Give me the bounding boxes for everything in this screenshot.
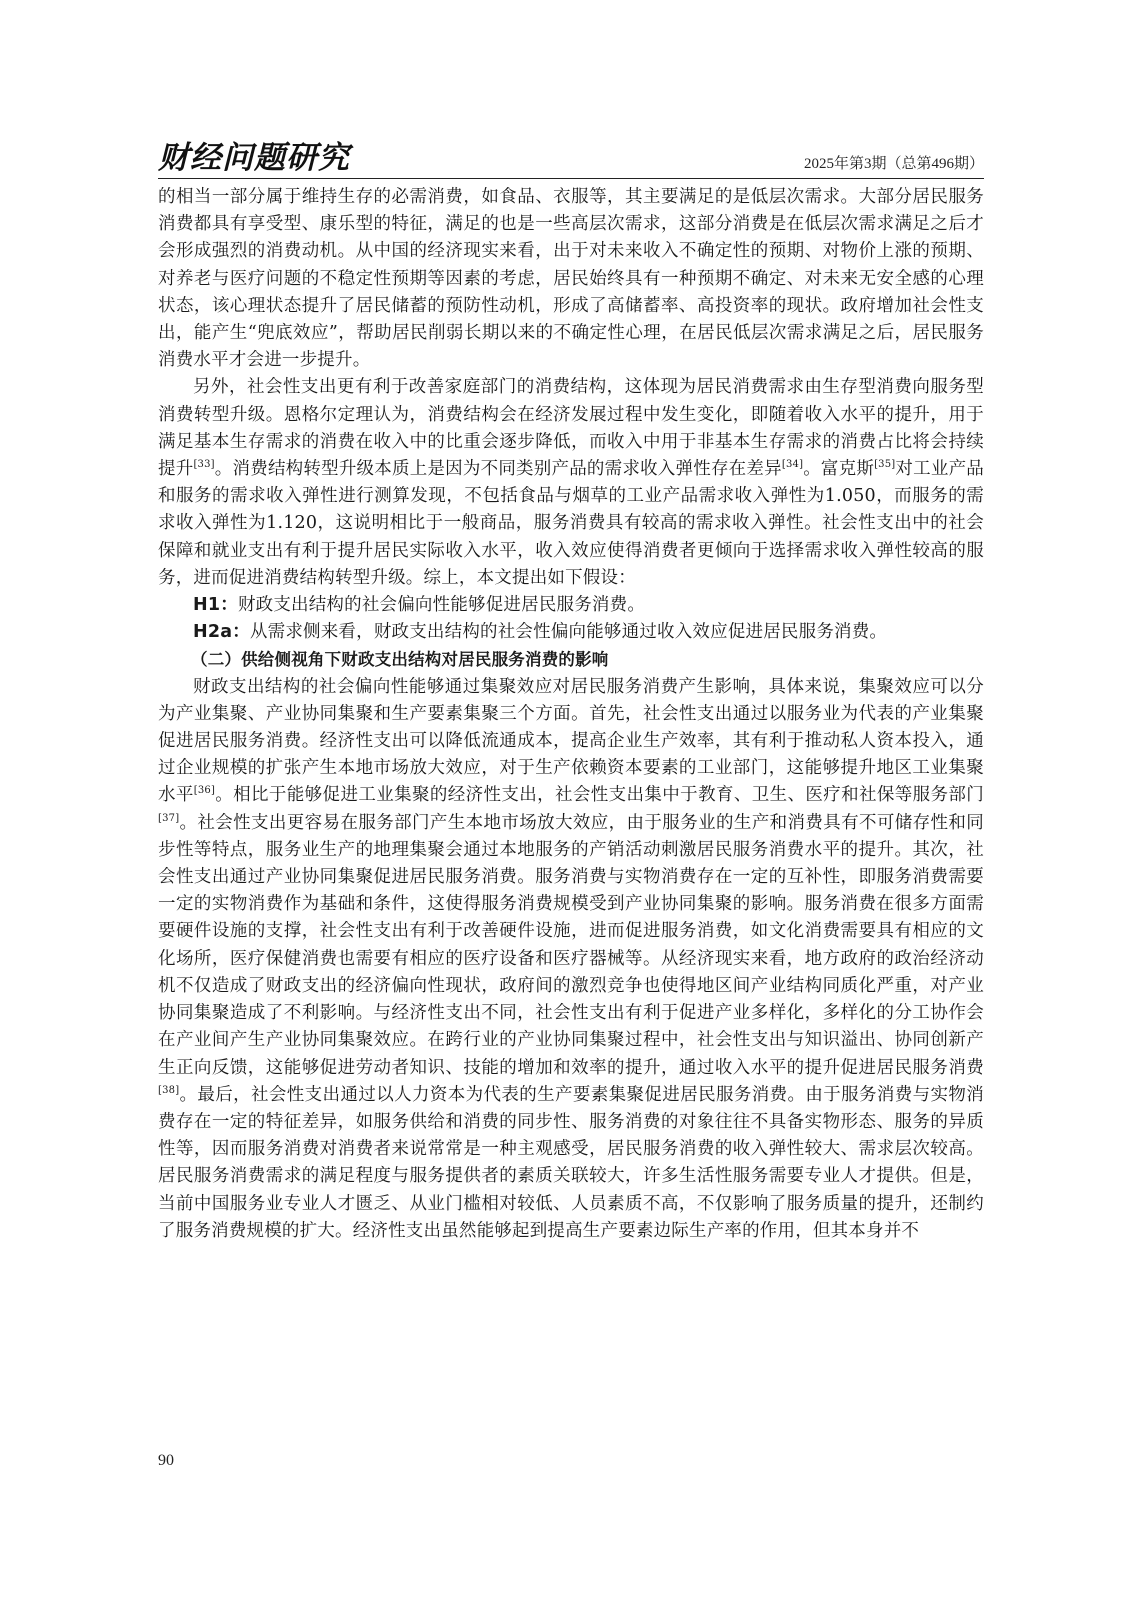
citation-33: [33] xyxy=(193,459,215,471)
section-heading: （二）供给侧视角下财政支出结构对居民服务消费的影响 xyxy=(191,650,609,670)
page-header xyxy=(158,138,984,179)
paragraph-1: 的相当一部分属于维持生存的必需消费，如食品、衣服等，其主要满足的是低层次需求。大部分居民服务消费都具有享受型、康乐型的特征，满足的也是一些高层次需求，这部分消费是在低层次需求满足之后才会形成强烈的消费动机。从中国的经济现实来看，出于对未来收入不确定性的预期、对物价上涨的预期、对养老与医疗问题的不稳定性预期等因素的考虑，居民始终具有一种预期不确定、对未来无安全感的心理状态，该心理状态提升了居民储蓄的预防性动机，形成了高储蓄率、高投资率的现状。政府增加社会性支出，能产生“兜底效应”，帮助居民削弱长期以来的不确定性心理，在居民低层次需求满足之后，居民服务消费水平才会进一步提升。 xyxy=(158,187,984,371)
paragraph-2-text-b: 。消费结构转型升级本质上是因为不同类别产品的需求收入弹性存在差异 xyxy=(214,459,782,480)
hypothesis-h1-text: 财政支出结构的社会偏向性能够促进居民服务消费。 xyxy=(237,595,646,616)
journal-logo: 财经问题研究 xyxy=(158,140,350,176)
paragraph-2 xyxy=(158,374,984,592)
paragraph-3-text-d: 。最后，社会性支出通过以人力资本为代表的生产要素集聚促进居民服务消费。由于服务消费与实物消费存在一定的特征差异，如服务供给和消费的同步性、服务消费的对象往往不具备实物形态、服务的异质性等，因而服务消费对消费者来说常常是一种主观感受，居民服务消费的收入弹性较大、需求层次较高。居民服务消费需求的满足程度与服务提供者的素质关联较大，许多生活性服务需要专业人才提供。但是，当前中国服务业专业人才匮乏、从业门槛相对较低、人员素质不高，不仅影响了服务质量的提升，还制约了服务消费规模的扩大。经济性支出虽然能够起到提高生产要素边际生产率的作用，但其本身并不 xyxy=(158,1084,984,1241)
hypothesis-h2a-text: 从需求侧来看，财政支出结构的社会性偏向能够通过收入效应促进居民服务消费。 xyxy=(249,622,888,643)
paragraph-3 xyxy=(158,674,984,1245)
paragraph-3-text-a: 财政支出结构的社会偏向性能够通过集聚效应对居民服务消费产生影响，具体来说，集聚效应可以分为产业集聚、产业协同集聚和生产要素集聚三个方面。首先，社会性支出通过以服务业为代表的产业集聚促进居民服务消费。经济性支出可以降低流通成本，提高企业生产效率，其有利于推动私人资本投入，通过企业规模的扩张产生本地市场放大效应，对于生产依赖资本要素的工业部门，这能够提升地区工业集聚水平 xyxy=(158,676,984,806)
page-number: 90 xyxy=(158,1452,174,1469)
citation-37: [37] xyxy=(158,812,180,824)
paragraph-3-text-c: 。社会性支出更容易在服务部门产生本地市场放大效应，由于服务业的生产和消费具有不可储存性和同步性等特点，服务业生产的地理集聚会通过本地服务的产销活动刺激居民服务消费水平的提升。其次，社会性支出通过产业协同集聚促进居民服务消费。服务消费与实物消费存在一定的互补性，即服务消费需要一定的实物消费作为基础和条件，这使得服务消费规模受到产业协同集聚的影响。服务消费在很多方面需要硬件设施的支撑，社会性支出有利于改善硬件设施，进而促进服务消费，如文化消费需要具有相应的文化场所，医疗保健消费也需要有相应的医疗设备和医疗器械等。从经济现实来看，地方政府的政治经济动机不仅造成了财政支出的经济偏向性现状，政府间的激烈竞争也使得地区间产业结构同质化严重，对产业协同集聚造成了不利影响。与经济性支出不同，社会性支出有利于促进产业多样化，多样化的分工协作会在产业间产生产业协同集聚效应。在跨行业的产业协同集聚过程中，社会性支出与知识溢出、协同创新产生正向反馈，这能够促进劳动者知识、技能的增加和效率的提升，通过收入水平的提升促进居民服务消费 xyxy=(158,812,984,1078)
citation-34: [34] xyxy=(781,459,804,471)
hypothesis-h2a xyxy=(158,619,984,646)
hypothesis-h1 xyxy=(158,592,984,619)
paragraph-2-text-a: 另外，社会性支出更有利于改善家庭部门的消费结构，这体现为居民消费需求由生存型消费向服务型消费转型升级。恩格尔定理认为，消费结构会在经济发展过程中发生变化，即随着收入水平的提升，用于满足基本生存需求的消费在收入中的比重会逐步降低，而收入中用于非基本生存需求的消费占比将会持续提升 xyxy=(158,377,984,480)
paragraph-2-text-c: 。富克斯 xyxy=(803,459,875,480)
citation-36: [36] xyxy=(193,785,216,797)
citation-38: [38] xyxy=(158,1084,180,1096)
article-body xyxy=(158,184,984,1245)
citation-35: [35] xyxy=(874,459,896,471)
hypothesis-h1-label: H1： xyxy=(193,595,238,616)
paragraph-3-text-b: 。相比于能够促进工业集聚的经济性支出，社会性支出集中于教育、卫生、医疗和社保等服务部门 xyxy=(215,785,984,806)
paragraph-2-text-d: 对工业产品和服务的需求收入弹性进行测算发现，不包括食品与烟草的工业产品需求收入弹性为1.050，而服务的需求收入弹性为1.120，这说明相比于一般商品，服务消费具有较高的需求收入弹性。社会性支出中的社会保障和就业支出有利于提升居民实际收入水平，收入效应使得消费者更倾向于选择需求收入弹性较高的服务，进而促进消费结构转型升级。综上，本文提出如下假设： xyxy=(158,459,985,588)
issue-info: 2025年第3期（总第496期） xyxy=(803,156,984,172)
hypothesis-h2a-label: H2a： xyxy=(193,622,250,643)
